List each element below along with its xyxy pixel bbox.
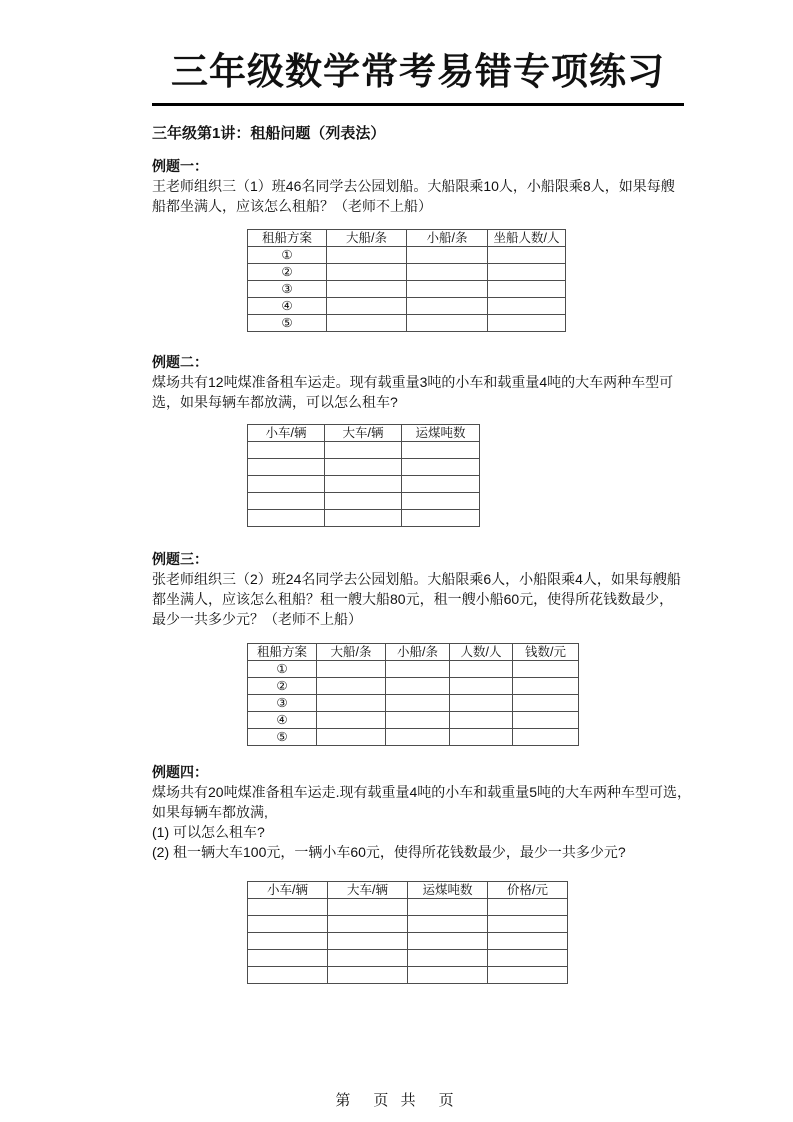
empty-cell: [248, 933, 328, 950]
table-row: [248, 493, 480, 510]
page-footer: 第 页 共 页: [335, 1092, 458, 1109]
empty-cell: [402, 459, 480, 476]
table-header-row: [248, 644, 579, 661]
table-row: [248, 298, 566, 315]
empty-cell: [386, 729, 450, 746]
table-header-row: [248, 882, 568, 899]
table-row: [248, 967, 568, 984]
table-row: [248, 281, 566, 298]
example-4-text-line: 煤场共有20吨煤准备租车运走.现有载重量4吨的小车和载重量5吨的大车两种车型可选，: [152, 784, 692, 801]
example-1: [152, 156, 684, 332]
empty-cell: [488, 298, 566, 315]
empty-cell: [248, 442, 325, 459]
column-header: 大车/辆: [328, 882, 408, 899]
column-header: 小车/辆: [248, 882, 328, 899]
empty-cell: [386, 661, 450, 678]
empty-cell: [386, 712, 450, 729]
column-header: 运煤吨数: [408, 882, 488, 899]
empty-cell: [408, 967, 488, 984]
empty-cell: [327, 264, 407, 281]
empty-cell: [402, 493, 480, 510]
example-4-text-line: 如果每辆车都放满,: [152, 804, 268, 821]
empty-cell: [450, 729, 513, 746]
table-row: [248, 950, 568, 967]
empty-cell: [317, 729, 386, 746]
example-2-label: 例题二：: [152, 354, 208, 371]
example-2-table: [247, 424, 480, 527]
example-3-text-line: 都坐满人，应该怎么租船？租一艘大船80元，租一艘小船60元，使得所花钱数最少，: [152, 591, 674, 608]
table-row: [248, 899, 568, 916]
page-title: 三年级数学常考易错专项练习: [171, 51, 665, 92]
empty-cell: [407, 264, 488, 281]
empty-cell: [513, 695, 579, 712]
empty-cell: [325, 476, 402, 493]
empty-cell: [327, 281, 407, 298]
column-header: 运煤吨数: [402, 425, 480, 442]
example-4-text-line: (1) 可以怎么租车?: [152, 824, 265, 841]
example-1-text-line: 王老师组织三（1）班46名同学去公园划船。大船限乘10人，小船限乘8人，如果每艘: [152, 178, 675, 195]
example-3-text-line: 最少一共多少元？（老师不上船）: [152, 611, 362, 628]
table-row: [248, 695, 579, 712]
empty-cell: [402, 442, 480, 459]
row-label-cell: ②: [248, 678, 317, 695]
empty-cell: [488, 281, 566, 298]
empty-cell: [248, 916, 328, 933]
column-header: 小船/条: [407, 230, 488, 247]
empty-cell: [407, 298, 488, 315]
empty-cell: [488, 264, 566, 281]
example-3-label: 例题三：: [152, 551, 208, 568]
table-row: [248, 459, 480, 476]
table-row: [248, 476, 480, 493]
example-2-text-line: 煤场共有12吨煤准备租车运走。现有载重量3吨的小车和载重量4吨的大车两种车型可: [152, 374, 674, 391]
row-label-cell: ①: [248, 661, 317, 678]
table-row: [248, 264, 566, 281]
empty-cell: [407, 281, 488, 298]
table-row: [248, 933, 568, 950]
empty-cell: [317, 678, 386, 695]
empty-cell: [386, 695, 450, 712]
column-header: 租船方案: [248, 230, 327, 247]
empty-cell: [402, 510, 480, 527]
empty-cell: [317, 695, 386, 712]
empty-cell: [327, 315, 407, 332]
empty-cell: [325, 493, 402, 510]
table-row: [248, 678, 579, 695]
empty-cell: [488, 315, 566, 332]
empty-cell: [450, 695, 513, 712]
example-4-text-line: (2) 租一辆大车100元，一辆小车60元，使得所花钱数最少，最少一共多少元?: [152, 844, 626, 861]
empty-cell: [328, 933, 408, 950]
empty-cell: [488, 916, 568, 933]
title-divider: [152, 103, 684, 106]
empty-cell: [488, 933, 568, 950]
empty-cell: [248, 459, 325, 476]
table-row: [248, 315, 566, 332]
empty-cell: [408, 950, 488, 967]
table-header-row: [248, 425, 480, 442]
empty-cell: [328, 950, 408, 967]
empty-cell: [317, 712, 386, 729]
empty-cell: [248, 967, 328, 984]
lecture-heading: 三年级第1讲：租船问题（列表法）: [152, 125, 386, 143]
example-2: [152, 352, 684, 527]
example-3: [152, 549, 684, 746]
empty-cell: [325, 459, 402, 476]
empty-cell: [450, 678, 513, 695]
example-2-text-line: 选，如果每辆车都放满，可以怎么租车?: [152, 394, 398, 411]
empty-cell: [513, 678, 579, 695]
row-label-cell: ④: [248, 298, 327, 315]
column-header: 人数/人: [450, 644, 513, 661]
empty-cell: [488, 899, 568, 916]
empty-cell: [248, 510, 325, 527]
empty-cell: [407, 315, 488, 332]
empty-cell: [248, 950, 328, 967]
example-1-label: 例题一：: [152, 158, 208, 175]
example-3-text-line: 张老师组织三（2）班24名同学去公园划船。大船限乘6人，小船限乘4人，如果每艘船: [152, 571, 681, 588]
table-row: [248, 442, 480, 459]
table-row: [248, 661, 579, 678]
example-4-table: [247, 881, 568, 984]
empty-cell: [408, 933, 488, 950]
empty-cell: [248, 899, 328, 916]
empty-cell: [513, 729, 579, 746]
example-1-text-line: 船都坐满人，应该怎么租船？（老师不上船）: [152, 198, 432, 215]
table-header-row: [248, 230, 566, 247]
column-header: 小车/辆: [248, 425, 325, 442]
empty-cell: [327, 247, 407, 264]
row-label-cell: ③: [248, 281, 327, 298]
table-row: [248, 916, 568, 933]
empty-cell: [488, 950, 568, 967]
empty-cell: [408, 916, 488, 933]
empty-cell: [325, 510, 402, 527]
empty-cell: [488, 247, 566, 264]
table-row: [248, 510, 480, 527]
empty-cell: [408, 899, 488, 916]
row-label-cell: ⑤: [248, 729, 317, 746]
row-label-cell: ⑤: [248, 315, 327, 332]
empty-cell: [386, 678, 450, 695]
column-header: 钱数/元: [513, 644, 579, 661]
empty-cell: [248, 476, 325, 493]
row-label-cell: ②: [248, 264, 327, 281]
example-1-table: [247, 229, 566, 332]
empty-cell: [317, 661, 386, 678]
page-content: [152, 0, 692, 984]
row-label-cell: ④: [248, 712, 317, 729]
row-label-cell: ③: [248, 695, 317, 712]
empty-cell: [327, 298, 407, 315]
table-row: [248, 247, 566, 264]
row-label-cell: ①: [248, 247, 327, 264]
empty-cell: [407, 247, 488, 264]
column-header: 大船/条: [327, 230, 407, 247]
empty-cell: [488, 967, 568, 984]
example-4: [152, 762, 692, 984]
column-header: 坐船人数/人: [488, 230, 566, 247]
column-header: 小船/条: [386, 644, 450, 661]
column-header: 价格/元: [488, 882, 568, 899]
column-header: 大车/辆: [325, 425, 402, 442]
example-4-label: 例题四：: [152, 764, 208, 781]
empty-cell: [328, 967, 408, 984]
column-header: 租船方案: [248, 644, 317, 661]
empty-cell: [450, 712, 513, 729]
empty-cell: [513, 712, 579, 729]
column-header: 大船/条: [317, 644, 386, 661]
empty-cell: [513, 661, 579, 678]
empty-cell: [450, 661, 513, 678]
empty-cell: [248, 493, 325, 510]
example-3-table: [247, 643, 579, 746]
empty-cell: [325, 442, 402, 459]
table-row: [248, 712, 579, 729]
empty-cell: [328, 899, 408, 916]
table-row: [248, 729, 579, 746]
empty-cell: [328, 916, 408, 933]
empty-cell: [402, 476, 480, 493]
